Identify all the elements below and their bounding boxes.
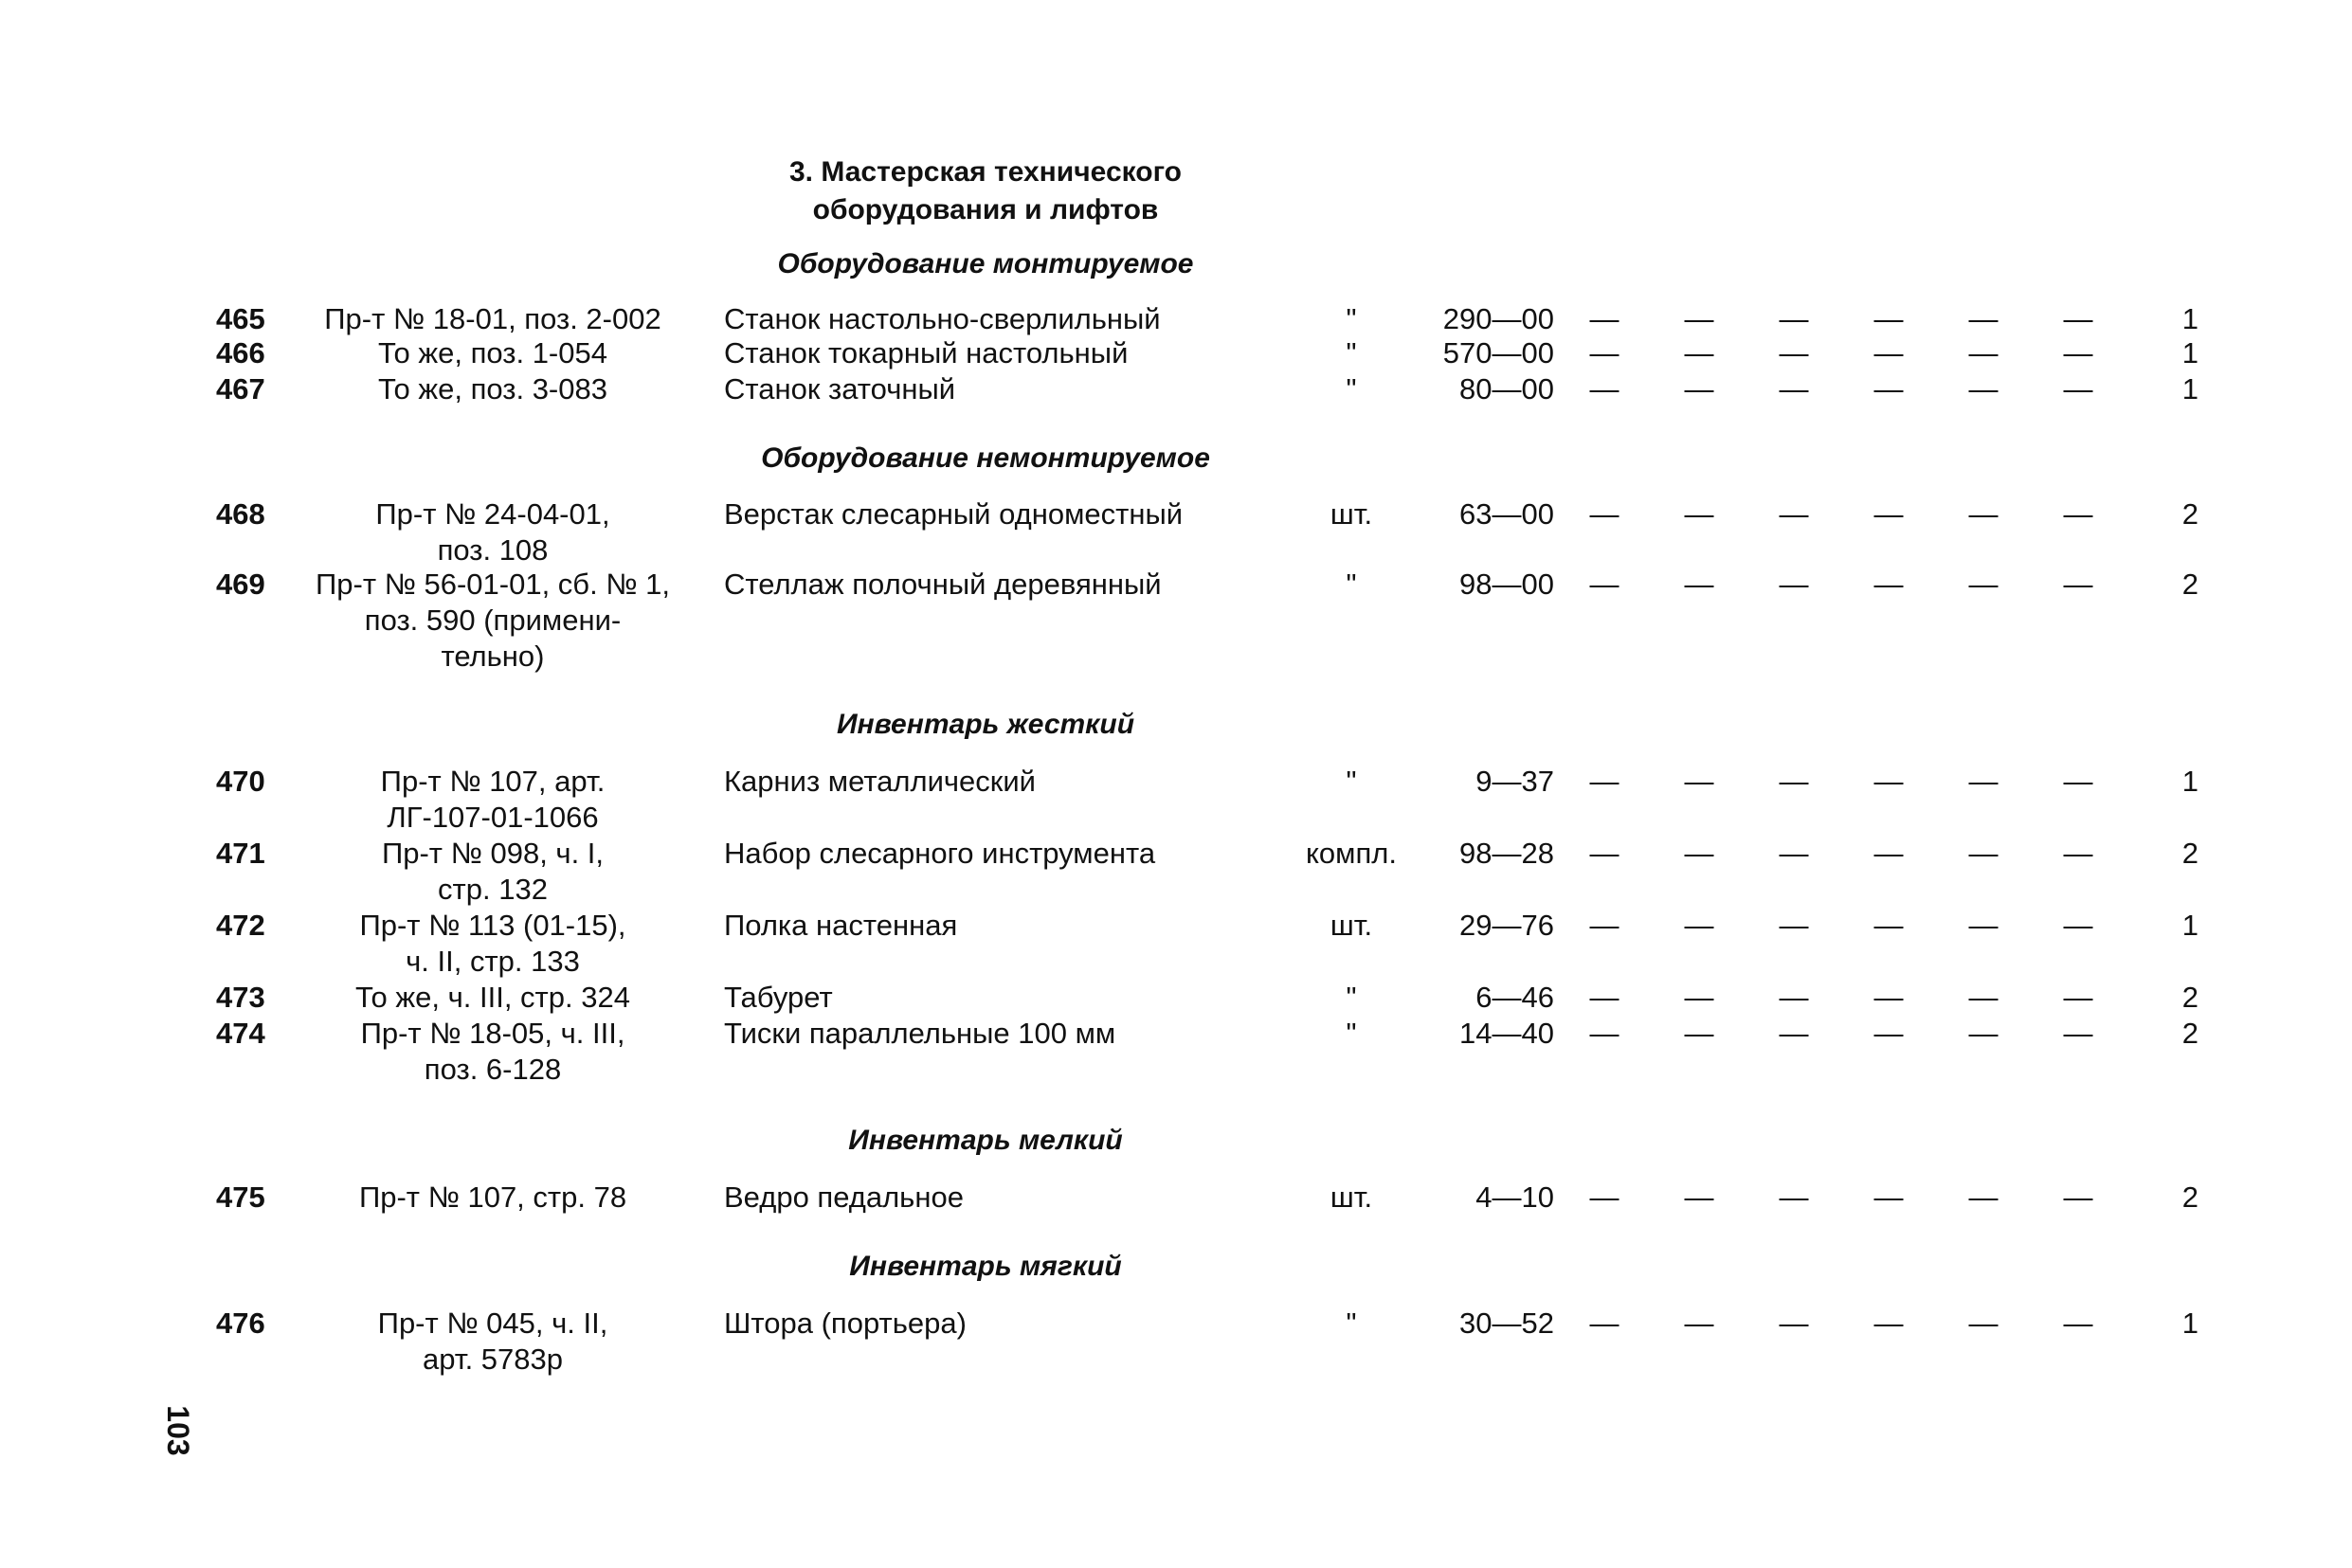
row-dash-5: — — [1968, 372, 1999, 406]
row-dash-2: — — [1684, 837, 1714, 870]
subheading-soft-inventory: Инвентарь мягкий — [849, 1251, 1122, 1282]
row-number: 468 — [216, 497, 265, 531]
row-unit: " — [1346, 372, 1357, 406]
row-reference: Пр-т № 18-01, поз. 2-002 — [324, 302, 661, 335]
row-number: 476 — [216, 1307, 265, 1340]
row-number: 469 — [216, 568, 265, 601]
subheading-small-inventory: Инвентарь мелкий — [848, 1125, 1123, 1156]
row-dash-2: — — [1684, 1307, 1714, 1340]
row-unit: шт. — [1330, 1181, 1373, 1214]
row-dash-2: — — [1684, 765, 1714, 798]
row-quantity: 1 — [2181, 372, 2198, 406]
row-dash-1: — — [1589, 981, 1619, 1014]
row-unit: " — [1346, 1307, 1357, 1340]
row-unit: " — [1346, 302, 1357, 335]
row-dash-1: — — [1589, 909, 1619, 942]
row-item-name: Станок настольно-сверлильный — [724, 302, 1161, 335]
row-dash-4: — — [1873, 568, 1904, 601]
row-dash-2: — — [1684, 568, 1714, 601]
row-dash-1: — — [1589, 765, 1619, 798]
row-item-name: Штора (портьера) — [724, 1307, 967, 1340]
row-price: 290—00 — [1442, 302, 1554, 335]
row-dash-2: — — [1684, 1181, 1714, 1214]
row-item-name: Станок токарный настольный — [724, 336, 1129, 369]
row-dash-3: — — [1779, 765, 1809, 798]
row-dash-6: — — [2063, 568, 2093, 601]
row-unit: компл. — [1306, 837, 1397, 870]
row-dash-6: — — [2063, 1181, 2093, 1214]
row-price: 80—00 — [1459, 372, 1554, 406]
row-dash-3: — — [1779, 981, 1809, 1014]
row-dash-5: — — [1968, 981, 1999, 1014]
row-quantity: 2 — [2181, 1181, 2198, 1214]
row-item-name: Набор слесарного инструмента — [724, 837, 1156, 870]
row-unit: " — [1346, 336, 1357, 369]
row-dash-1: — — [1589, 302, 1619, 335]
row-quantity: 1 — [2181, 336, 2198, 369]
row-dash-6: — — [2063, 981, 2093, 1014]
row-dash-1: — — [1589, 1307, 1619, 1340]
subheading-mounted-equipment: Оборудование монтируемое — [777, 248, 1194, 279]
row-reference: Пр-т № 18-05, ч. III, поз. 6-128 — [360, 1017, 625, 1086]
row-quantity: 1 — [2181, 302, 2198, 335]
row-dash-6: — — [2063, 765, 2093, 798]
row-dash-5: — — [1968, 336, 1999, 369]
row-unit: " — [1346, 765, 1357, 798]
row-dash-6: — — [2063, 497, 2093, 531]
row-dash-6: — — [2063, 302, 2093, 335]
row-dash-6: — — [2063, 372, 2093, 406]
row-dash-4: — — [1873, 302, 1904, 335]
row-dash-3: — — [1779, 1017, 1809, 1050]
row-dash-6: — — [2063, 837, 2093, 870]
row-dash-3: — — [1779, 568, 1809, 601]
row-price: 570—00 — [1442, 336, 1554, 369]
row-dash-4: — — [1873, 981, 1904, 1014]
row-dash-2: — — [1684, 497, 1714, 531]
row-dash-3: — — [1779, 1181, 1809, 1214]
row-reference: Пр-т № 098, ч. I, стр. 132 — [381, 837, 605, 906]
row-price: 98—28 — [1459, 837, 1554, 870]
row-quantity: 2 — [2181, 568, 2198, 601]
row-unit: " — [1346, 981, 1357, 1014]
row-dash-4: — — [1873, 1017, 1904, 1050]
row-item-name: Полка настенная — [724, 909, 958, 942]
row-dash-5: — — [1968, 837, 1999, 870]
row-price: 63—00 — [1459, 497, 1554, 531]
row-dash-5: — — [1968, 1181, 1999, 1214]
row-quantity: 1 — [2181, 1307, 2198, 1340]
row-item-name: Карниз металлический — [724, 765, 1036, 798]
row-quantity: 2 — [2181, 497, 2198, 531]
row-number: 474 — [216, 1017, 265, 1050]
row-reference: То же, ч. III, стр. 324 — [355, 981, 630, 1014]
row-number: 475 — [216, 1181, 265, 1214]
row-price: 29—76 — [1459, 909, 1554, 942]
row-dash-1: — — [1589, 372, 1619, 406]
row-reference: То же, поз. 3-083 — [378, 372, 607, 406]
row-dash-5: — — [1968, 1307, 1999, 1340]
row-dash-3: — — [1779, 372, 1809, 406]
row-dash-4: — — [1873, 336, 1904, 369]
row-dash-4: — — [1873, 909, 1904, 942]
title-line-2: оборудования и лифтов — [812, 194, 1159, 225]
row-dash-5: — — [1968, 302, 1999, 335]
row-number: 472 — [216, 909, 265, 942]
row-dash-3: — — [1779, 909, 1809, 942]
row-dash-4: — — [1873, 1181, 1904, 1214]
row-dash-3: — — [1779, 336, 1809, 369]
row-dash-6: — — [2063, 909, 2093, 942]
row-dash-6: — — [2063, 336, 2093, 369]
section-title — [606, 153, 1365, 229]
row-item-name: Верстак слесарный одноместный — [724, 497, 1184, 531]
row-dash-5: — — [1968, 497, 1999, 531]
row-item-name: Станок заточный — [724, 372, 956, 406]
row-reference: Пр-т № 107, арт. ЛГ-107-01-1066 — [380, 765, 606, 834]
row-dash-3: — — [1779, 497, 1809, 531]
row-price: 14—40 — [1459, 1017, 1554, 1050]
row-quantity: 1 — [2181, 909, 2198, 942]
row-dash-2: — — [1684, 1017, 1714, 1050]
row-reference: Пр-т № 56-01-01, сб. № 1, поз. 590 (примени- тельно) — [315, 568, 671, 673]
row-price: 9—37 — [1475, 765, 1554, 798]
row-reference: Пр-т № 113 (01-15), ч. II, стр. 133 — [359, 909, 626, 978]
row-price: 98—00 — [1459, 568, 1554, 601]
row-dash-4: — — [1873, 837, 1904, 870]
row-quantity: 1 — [2181, 765, 2198, 798]
row-dash-1: — — [1589, 336, 1619, 369]
row-dash-1: — — [1589, 837, 1619, 870]
row-dash-4: — — [1873, 1307, 1904, 1340]
row-dash-3: — — [1779, 1307, 1809, 1340]
row-reference: Пр-т № 045, ч. II, арт. 5783р — [377, 1307, 608, 1376]
row-price: 30—52 — [1459, 1307, 1554, 1340]
row-dash-5: — — [1968, 909, 1999, 942]
row-item-name: Стеллаж полочный деревянный — [724, 568, 1162, 601]
row-dash-5: — — [1968, 1017, 1999, 1050]
row-dash-5: — — [1968, 765, 1999, 798]
row-number: 470 — [216, 765, 265, 798]
title-line-1: 3. Мастерская технического — [789, 156, 1182, 188]
row-reference: То же, поз. 1-054 — [378, 336, 607, 369]
row-number: 465 — [216, 302, 265, 335]
row-dash-1: — — [1589, 497, 1619, 531]
subheading-hard-inventory: Инвентарь жесткий — [836, 709, 1135, 740]
row-number: 467 — [216, 372, 265, 406]
row-dash-2: — — [1684, 909, 1714, 942]
row-dash-2: — — [1684, 302, 1714, 335]
row-quantity: 2 — [2181, 1017, 2198, 1050]
row-dash-2: — — [1684, 336, 1714, 369]
row-dash-2: — — [1684, 372, 1714, 406]
row-dash-4: — — [1873, 497, 1904, 531]
row-item-name: Табурет — [724, 981, 833, 1014]
row-dash-1: — — [1589, 568, 1619, 601]
row-dash-3: — — [1779, 837, 1809, 870]
row-unit: шт. — [1330, 497, 1373, 531]
row-price: 4—10 — [1475, 1181, 1554, 1214]
row-unit: " — [1346, 568, 1357, 601]
row-unit: " — [1346, 1017, 1357, 1050]
row-dash-4: — — [1873, 765, 1904, 798]
row-dash-5: — — [1968, 568, 1999, 601]
row-quantity: 2 — [2181, 837, 2198, 870]
row-dash-1: — — [1589, 1181, 1619, 1214]
row-price: 6—46 — [1475, 981, 1554, 1014]
row-dash-6: — — [2063, 1017, 2093, 1050]
row-dash-2: — — [1684, 981, 1714, 1014]
row-dash-1: — — [1589, 1017, 1619, 1050]
row-quantity: 2 — [2181, 981, 2198, 1014]
row-item-name: Тиски параллельные 100 мм — [724, 1017, 1116, 1050]
row-number: 471 — [216, 837, 265, 870]
row-reference: Пр-т № 24-04-01, поз. 108 — [375, 497, 610, 567]
row-reference: Пр-т № 107, стр. 78 — [358, 1181, 627, 1214]
row-dash-6: — — [2063, 1307, 2093, 1340]
row-unit: шт. — [1330, 909, 1373, 942]
row-item-name: Ведро педальное — [724, 1181, 964, 1214]
row-number: 466 — [216, 336, 265, 369]
subheading-unmounted-equipment: Оборудование немонтируемое — [761, 442, 1210, 474]
row-dash-3: — — [1779, 302, 1809, 335]
row-dash-4: — — [1873, 372, 1904, 406]
row-number: 473 — [216, 981, 265, 1014]
page-number: 103 — [161, 1405, 195, 1456]
